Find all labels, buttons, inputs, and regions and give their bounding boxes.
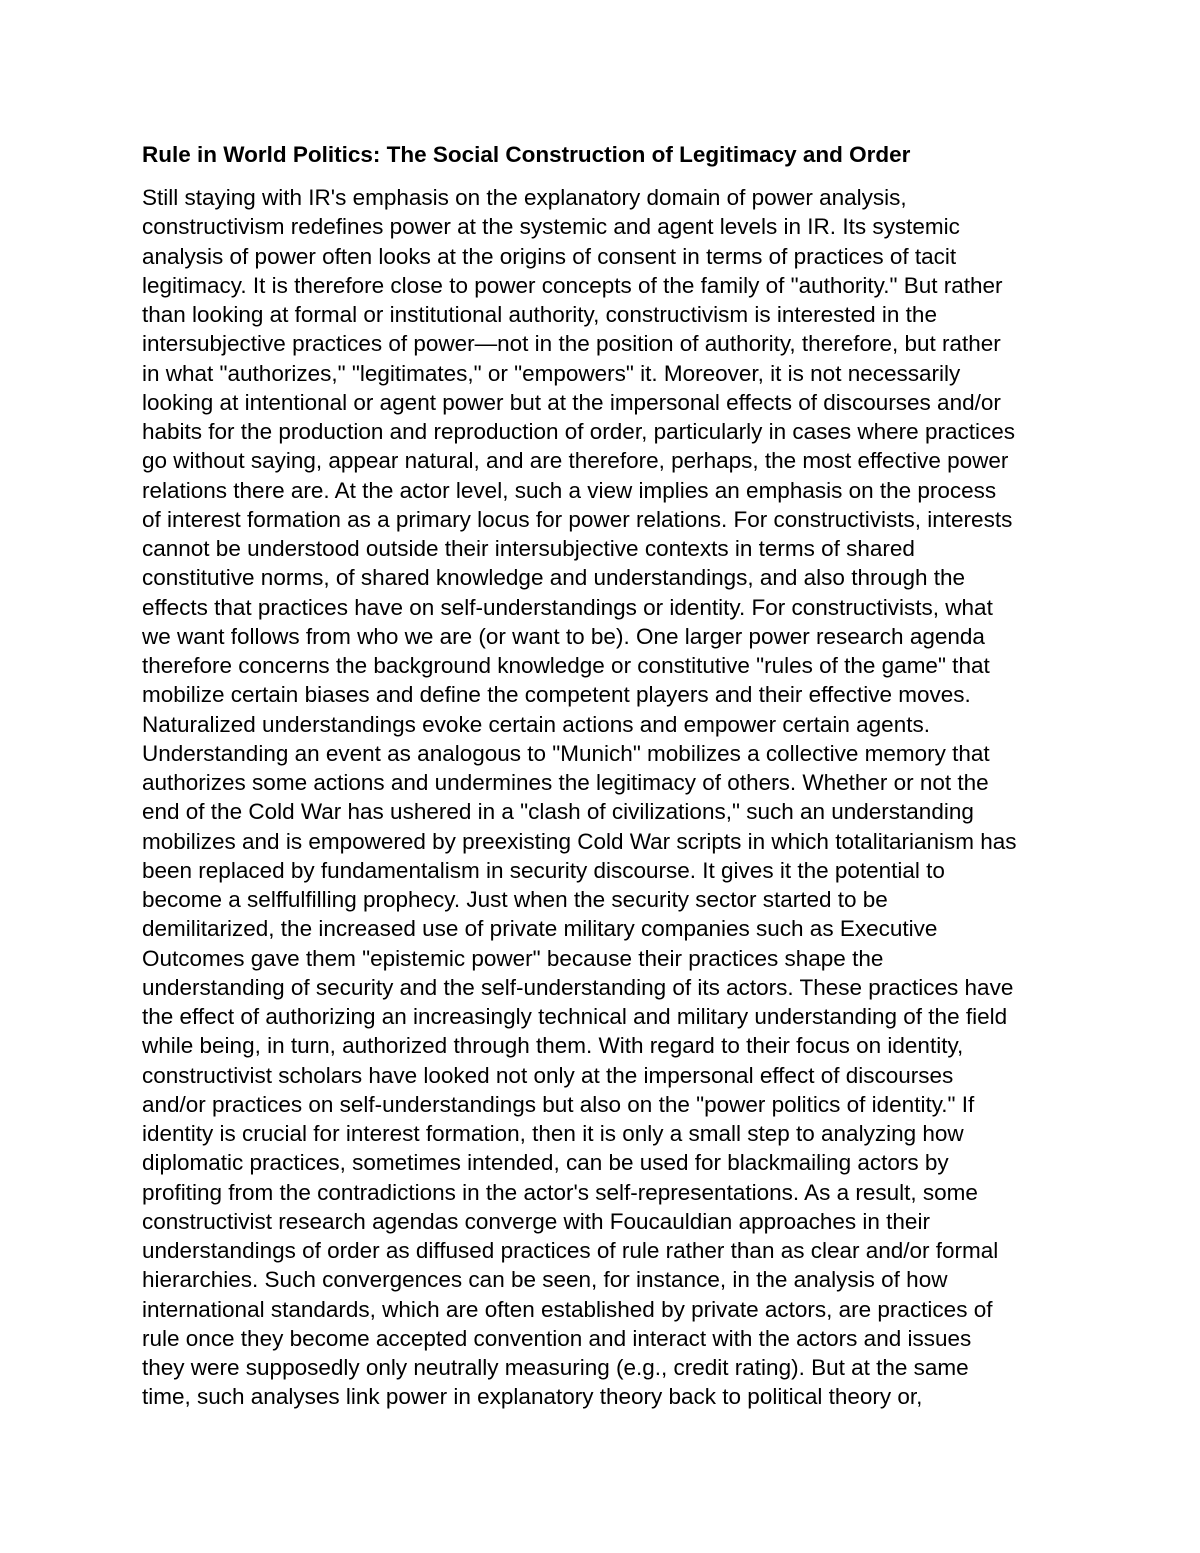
body-line: rule once they become accepted convention and interact with the actors and issues bbox=[142, 1325, 972, 1351]
body-line: Outcomes gave them "epistemic power" because their practices shape the bbox=[142, 945, 884, 971]
body-line: analysis of power often looks at the origins of consent in terms of practices of tacit bbox=[142, 243, 957, 269]
body-line: demilitarized, the increased use of private military companies such as Executive bbox=[142, 916, 938, 942]
body-line: constitutive norms, of shared knowledge and understandings, and also through the bbox=[142, 565, 966, 591]
body-line: international standards, which are often established by private actors, are practices of bbox=[142, 1296, 993, 1322]
body-line: Understanding an event as analogous to "Munich" mobilizes a collective memory that bbox=[142, 740, 990, 766]
body-line: diplomatic practices, sometimes intended, can be used for blackmailing actors by bbox=[142, 1150, 949, 1176]
body-line: identity is crucial for interest formation, then it is only a small step to analyzing how bbox=[142, 1121, 964, 1146]
body-line: authorizes some actions and undermines the legitimacy of others. Whether or not the bbox=[142, 770, 989, 795]
document-body bbox=[142, 183, 1102, 1412]
body-line: than looking at formal or institutional authority, constructivism is interested in the bbox=[142, 302, 937, 327]
body-line: they were supposedly only neutrally measuring (e.g., credit rating). But at the same bbox=[142, 1355, 969, 1380]
body-line: understanding of security and the self-understanding of its actors. These practices have bbox=[142, 974, 1014, 1000]
body-line: mobilizes and is empowered by preexisting Cold War scripts in which totalitarianism has bbox=[142, 828, 1017, 854]
body-line: intersubjective practices of power—not in the position of authority, therefore, but rather bbox=[142, 331, 1001, 357]
body-line: constructivist scholars have looked not only at the impersonal effect of discourses bbox=[142, 1062, 954, 1088]
body-line: become a selffulfilling prophecy. Just when the security sector started to be bbox=[142, 887, 888, 912]
body-line: legitimacy. It is therefore close to power concepts of the family of "authority." But rather bbox=[142, 272, 1003, 298]
body-line: relations there are. At the actor level, such a view implies an emphasis on the process bbox=[142, 477, 997, 503]
body-line: go without saying, appear natural, and are therefore, perhaps, the most effective power bbox=[142, 448, 1009, 474]
body-line: looking at intentional or agent power but at the impersonal effects of discourses and/or bbox=[142, 389, 1001, 415]
body-line: while being, in turn, authorized through them. With regard to their focus on identity, bbox=[142, 1033, 964, 1059]
body-line: effects that practices have on self-understandings or identity. For constructivists, what bbox=[142, 594, 993, 620]
body-line: we want follows from who we are (or want to be). One larger power research agenda bbox=[142, 623, 985, 649]
document-title: Rule in World Politics: The Social Construction of Legitimacy and Order bbox=[142, 142, 911, 167]
body-line: been replaced by fundamentalism in security discourse. It gives it the potential to bbox=[142, 857, 945, 883]
body-line: Still staying with IR's emphasis on the explanatory domain of power analysis, bbox=[142, 185, 907, 210]
body-line: the effect of authorizing an increasingly technical and military understanding of the field bbox=[142, 1004, 1008, 1029]
body-line: time, such analyses link power in explanatory theory back to political theory or, bbox=[142, 1384, 923, 1410]
body-line: constructivism redefines power at the systemic and agent levels in IR. Its systemic bbox=[142, 214, 960, 240]
body-line: therefore concerns the background knowledge or constitutive "rules of the game" that bbox=[142, 653, 990, 678]
body-line: profiting from the contradictions in the actor's self-representations. As a result, some bbox=[142, 1179, 978, 1205]
body-line: of interest formation as a primary locus for power relations. For constructivists, interests bbox=[142, 506, 1013, 532]
body-line: and/or practices on self-understandings but also on the "power politics of identity." If bbox=[142, 1091, 975, 1117]
body-line: hierarchies. Such convergences can be seen, for instance, in the analysis of how bbox=[142, 1267, 948, 1293]
body-line: cannot be understood outside their intersubjective contexts in terms of shared bbox=[142, 536, 915, 561]
body-line: constructivist research agendas converge with Foucauldian approaches in their bbox=[142, 1208, 930, 1234]
body-line: Naturalized understandings evoke certain actions and empower certain agents. bbox=[142, 711, 930, 737]
body-line: mobilize certain biases and define the competent players and their effective moves. bbox=[142, 682, 971, 708]
body-line: understandings of order as diffused practices of rule rather than as clear and/or formal bbox=[142, 1238, 999, 1263]
body-line: end of the Cold War has ushered in a "clash of civilizations," such an understanding bbox=[142, 799, 974, 825]
body-line: in what "authorizes," "legitimates," or "empowers" it. Moreover, it is not necessarily bbox=[142, 360, 961, 386]
body-line: habits for the production and reproduction of order, particularly in cases where practices bbox=[142, 419, 1015, 444]
